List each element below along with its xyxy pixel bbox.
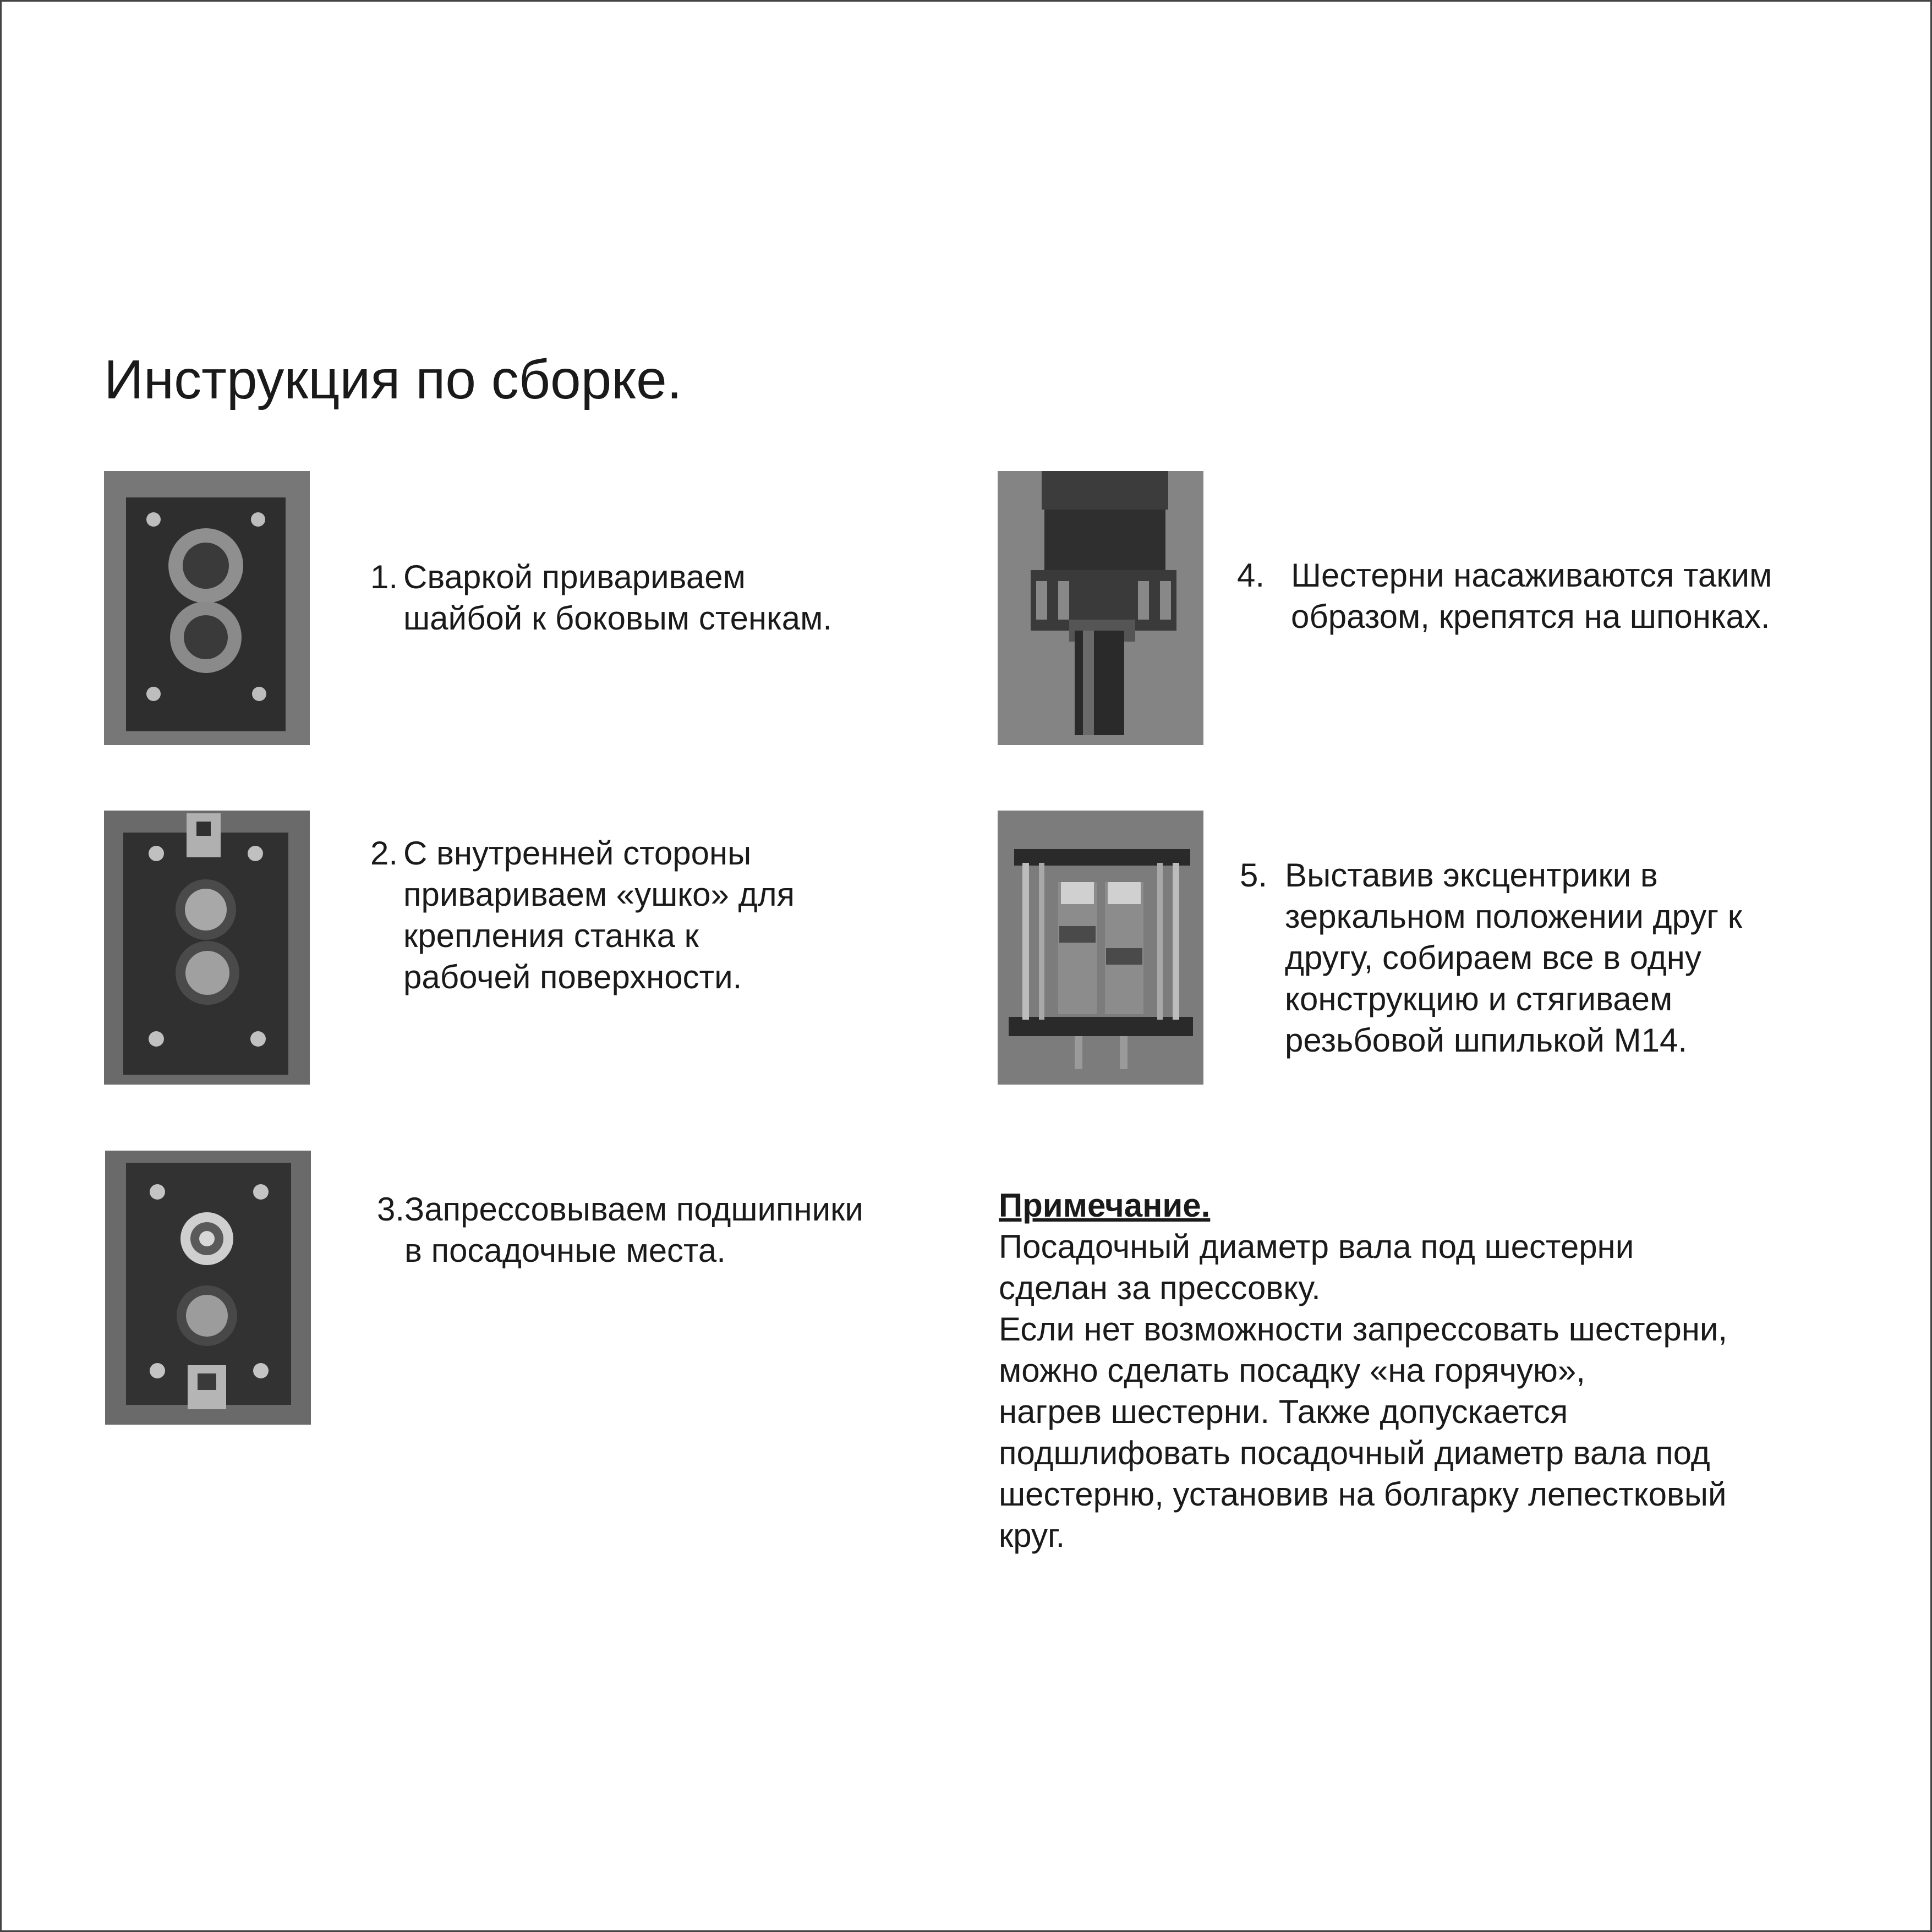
- step-4: [1237, 555, 1772, 637]
- step-3-number: 3.: [377, 1191, 405, 1228]
- step-1-number: 1.: [370, 559, 398, 595]
- plate-with-bearing-image: [105, 1151, 311, 1425]
- note-heading: Примечание.: [999, 1187, 1211, 1224]
- step-1-text: Сваркой привариваем шайбой к боковым стенкам.: [403, 559, 833, 637]
- step-1-photo: [104, 471, 310, 745]
- plate-with-washers-image: [104, 471, 310, 745]
- step-1: [370, 556, 832, 639]
- step-2-number: 2.: [370, 835, 398, 872]
- step-4-number: 4.: [1237, 557, 1265, 594]
- step-2-photo: [104, 811, 310, 1085]
- step-4-photo: [998, 471, 1203, 745]
- note-block: [999, 1185, 1727, 1556]
- step-3-text: Запрессовываем подшипники в посадочные места.: [404, 1191, 863, 1269]
- step-3: [377, 1189, 863, 1271]
- step-4-text: Шестерни насаживаются таким образом, крепятся на шпонках.: [1291, 557, 1772, 635]
- assembled-unit-image: [998, 811, 1203, 1085]
- note-body: Посадочный диаметр вала под шестерни сделан за прессовку. Если нет возможности запрессовать шестерни, можно сделать посадку «на горячую», нагрев шестерни. Также допускается подшлифовать посадочный диаметр вала под шестерню, установив на болгарку лепестковый круг.: [999, 1228, 1728, 1554]
- step-2: [370, 833, 795, 998]
- step-3-photo: [105, 1151, 311, 1425]
- step-2-text: С внутренней стороны привариваем «ушко» для крепления станка к рабочей поверхности.: [403, 835, 795, 995]
- step-5-text: Выставив эксцентрики в зеркальном положении друг к другу, собираем все в одну конструкцию и стягиваем резьбовой шпилькой М14.: [1285, 857, 1743, 1059]
- page-title: Инструкция по сборке.: [104, 349, 682, 411]
- step-5-photo: [998, 811, 1203, 1085]
- step-5: [1240, 855, 1742, 1061]
- gear-on-shaft-image: [998, 471, 1203, 745]
- plate-with-ear-image: [104, 811, 310, 1085]
- step-5-number: 5.: [1240, 857, 1268, 894]
